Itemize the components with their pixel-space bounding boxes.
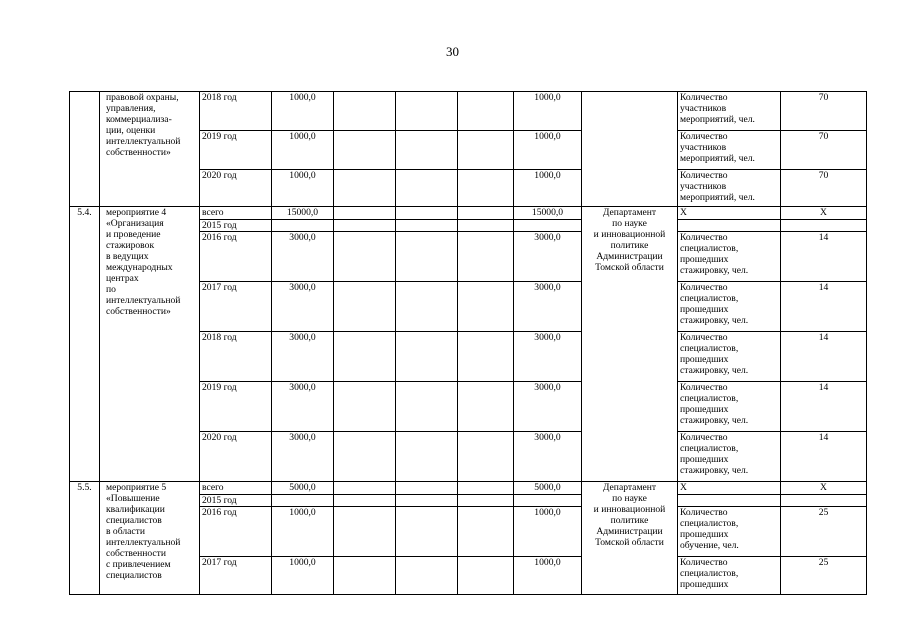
item-number: 5.5. bbox=[70, 482, 100, 595]
indicator-name: Количество специалистов, прошедших обучение, чел. bbox=[678, 507, 781, 557]
year-cell: 2020 год bbox=[200, 432, 272, 482]
item-name: мероприятие 5 «Повышение квалификации специалистов в области интеллектуальной собственности с привлечением специалистов bbox=[100, 482, 200, 595]
funding-cell bbox=[334, 482, 396, 495]
funding-cell bbox=[334, 332, 396, 382]
funding-cell bbox=[458, 382, 514, 432]
total-funding-cell: 1000,0 bbox=[272, 557, 334, 595]
item-name: правовой охраны, управления, коммерциализа- ции, оценки интеллектуальной собственности» bbox=[100, 92, 200, 207]
funding-cell: 1000,0 bbox=[514, 557, 582, 595]
funding-cell bbox=[396, 382, 458, 432]
indicator-value bbox=[781, 495, 867, 507]
total-funding-cell: 1000,0 bbox=[272, 507, 334, 557]
funding-cell: 3000,0 bbox=[514, 382, 582, 432]
year-cell: 2018 год bbox=[200, 332, 272, 382]
indicator-value: X bbox=[781, 482, 867, 495]
indicator-value: 14 bbox=[781, 332, 867, 382]
funding-cell: 3000,0 bbox=[514, 432, 582, 482]
funding-cell bbox=[396, 282, 458, 332]
total-funding-cell: 3000,0 bbox=[272, 232, 334, 282]
funding-cell bbox=[396, 495, 458, 507]
indicator-value: 70 bbox=[781, 170, 867, 207]
funding-cell bbox=[458, 131, 514, 170]
funding-cell bbox=[334, 131, 396, 170]
total-funding-cell: 3000,0 bbox=[272, 332, 334, 382]
funding-cell bbox=[396, 557, 458, 595]
table-row bbox=[70, 92, 867, 131]
year-cell: 2020 год bbox=[200, 170, 272, 207]
funding-cell bbox=[396, 507, 458, 557]
year-cell: всего bbox=[200, 207, 272, 220]
page-number: 30 bbox=[446, 44, 459, 59]
funding-cell bbox=[334, 170, 396, 207]
funding-cell bbox=[396, 92, 458, 131]
year-cell: всего bbox=[200, 482, 272, 495]
funding-cell bbox=[514, 220, 582, 232]
indicator-value: 14 bbox=[781, 382, 867, 432]
funding-cell bbox=[458, 207, 514, 220]
funding-cell bbox=[458, 232, 514, 282]
funding-cell bbox=[396, 207, 458, 220]
indicator-value: 14 bbox=[781, 432, 867, 482]
total-funding-cell bbox=[272, 220, 334, 232]
funding-cell: 5000,0 bbox=[514, 482, 582, 495]
funding-cell bbox=[396, 131, 458, 170]
indicator-name: Количество участников мероприятий, чел. bbox=[678, 92, 781, 131]
item-number: 5.4. bbox=[70, 207, 100, 482]
indicator-name: X bbox=[678, 207, 781, 220]
funding-cell: 15000,0 bbox=[514, 207, 582, 220]
item-name: мероприятие 4 «Организация и проведение стажировок в ведущих международных центрах по интеллектуальной собственности» bbox=[100, 207, 200, 482]
indicator-value: 25 bbox=[781, 507, 867, 557]
indicator-value: 14 bbox=[781, 232, 867, 282]
funding-cell bbox=[396, 332, 458, 382]
total-funding-cell: 3000,0 bbox=[272, 382, 334, 432]
funding-cell: 3000,0 bbox=[514, 232, 582, 282]
indicator-name: Количество специалистов, прошедших bbox=[678, 557, 781, 595]
funding-cell bbox=[334, 232, 396, 282]
funding-cell bbox=[334, 207, 396, 220]
funding-cell bbox=[458, 507, 514, 557]
total-funding-cell bbox=[272, 495, 334, 507]
funding-cell: 1000,0 bbox=[514, 507, 582, 557]
funding-cell bbox=[458, 332, 514, 382]
responsible-department: Департамент по науке и инновационной политике Администрации Томской области bbox=[582, 482, 678, 595]
year-cell: 2019 год bbox=[200, 382, 272, 432]
funding-cell bbox=[334, 557, 396, 595]
total-funding-cell: 15000,0 bbox=[272, 207, 334, 220]
indicator-name: Количество специалистов, прошедших стажировку, чел. bbox=[678, 282, 781, 332]
funding-cell bbox=[334, 495, 396, 507]
funding-cell bbox=[514, 495, 582, 507]
indicator-value: 25 bbox=[781, 557, 867, 595]
responsible-department bbox=[582, 92, 678, 207]
total-funding-cell: 1000,0 bbox=[272, 170, 334, 207]
indicator-name: Количество специалистов, прошедших стажировку, чел. bbox=[678, 432, 781, 482]
indicator-name: Количество специалистов, прошедших стажировку, чел. bbox=[678, 232, 781, 282]
year-cell: 2017 год bbox=[200, 282, 272, 332]
year-cell: 2016 год bbox=[200, 232, 272, 282]
year-cell: 2017 год bbox=[200, 557, 272, 595]
year-cell: 2015 год bbox=[200, 495, 272, 507]
funding-cell bbox=[334, 282, 396, 332]
indicator-name: Количество участников мероприятий, чел. bbox=[678, 170, 781, 207]
program-activities-table bbox=[69, 91, 867, 595]
year-cell: 2016 год bbox=[200, 507, 272, 557]
funding-cell: 1000,0 bbox=[514, 92, 582, 131]
funding-cell bbox=[334, 220, 396, 232]
funding-cell bbox=[396, 232, 458, 282]
indicator-name: Количество участников мероприятий, чел. bbox=[678, 131, 781, 170]
funding-cell bbox=[396, 170, 458, 207]
funding-cell bbox=[458, 220, 514, 232]
funding-cell bbox=[396, 220, 458, 232]
indicator-name: Количество специалистов, прошедших стажировку, чел. bbox=[678, 332, 781, 382]
funding-cell bbox=[458, 482, 514, 495]
year-cell: 2015 год bbox=[200, 220, 272, 232]
year-cell: 2019 год bbox=[200, 131, 272, 170]
total-funding-cell: 5000,0 bbox=[272, 482, 334, 495]
funding-cell bbox=[334, 382, 396, 432]
indicator-name: Количество специалистов, прошедших стажировку, чел. bbox=[678, 382, 781, 432]
total-funding-cell: 1000,0 bbox=[272, 92, 334, 131]
total-funding-cell: 1000,0 bbox=[272, 131, 334, 170]
funding-cell: 1000,0 bbox=[514, 131, 582, 170]
item-number bbox=[70, 92, 100, 207]
indicator-value bbox=[781, 220, 867, 232]
funding-cell bbox=[458, 170, 514, 207]
funding-cell bbox=[334, 432, 396, 482]
table-row bbox=[70, 482, 867, 495]
indicator-value: 70 bbox=[781, 92, 867, 131]
indicator-name: X bbox=[678, 482, 781, 495]
table-row bbox=[70, 207, 867, 220]
total-funding-cell: 3000,0 bbox=[272, 432, 334, 482]
table-body bbox=[70, 92, 867, 595]
funding-cell bbox=[458, 557, 514, 595]
funding-cell bbox=[458, 432, 514, 482]
funding-cell bbox=[458, 92, 514, 131]
total-funding-cell: 3000,0 bbox=[272, 282, 334, 332]
year-cell: 2018 год bbox=[200, 92, 272, 131]
funding-cell bbox=[334, 92, 396, 131]
funding-cell: 3000,0 bbox=[514, 332, 582, 382]
indicator-value: X bbox=[781, 207, 867, 220]
funding-cell bbox=[458, 282, 514, 332]
funding-cell bbox=[458, 495, 514, 507]
funding-cell: 3000,0 bbox=[514, 282, 582, 332]
indicator-value: 70 bbox=[781, 131, 867, 170]
funding-cell: 1000,0 bbox=[514, 170, 582, 207]
indicator-value: 14 bbox=[781, 282, 867, 332]
funding-cell bbox=[396, 482, 458, 495]
indicator-name bbox=[678, 220, 781, 232]
indicator-name bbox=[678, 495, 781, 507]
funding-cell bbox=[396, 432, 458, 482]
funding-cell bbox=[334, 507, 396, 557]
responsible-department: Департамент по науке и инновационной политике Администрации Томской области bbox=[582, 207, 678, 482]
